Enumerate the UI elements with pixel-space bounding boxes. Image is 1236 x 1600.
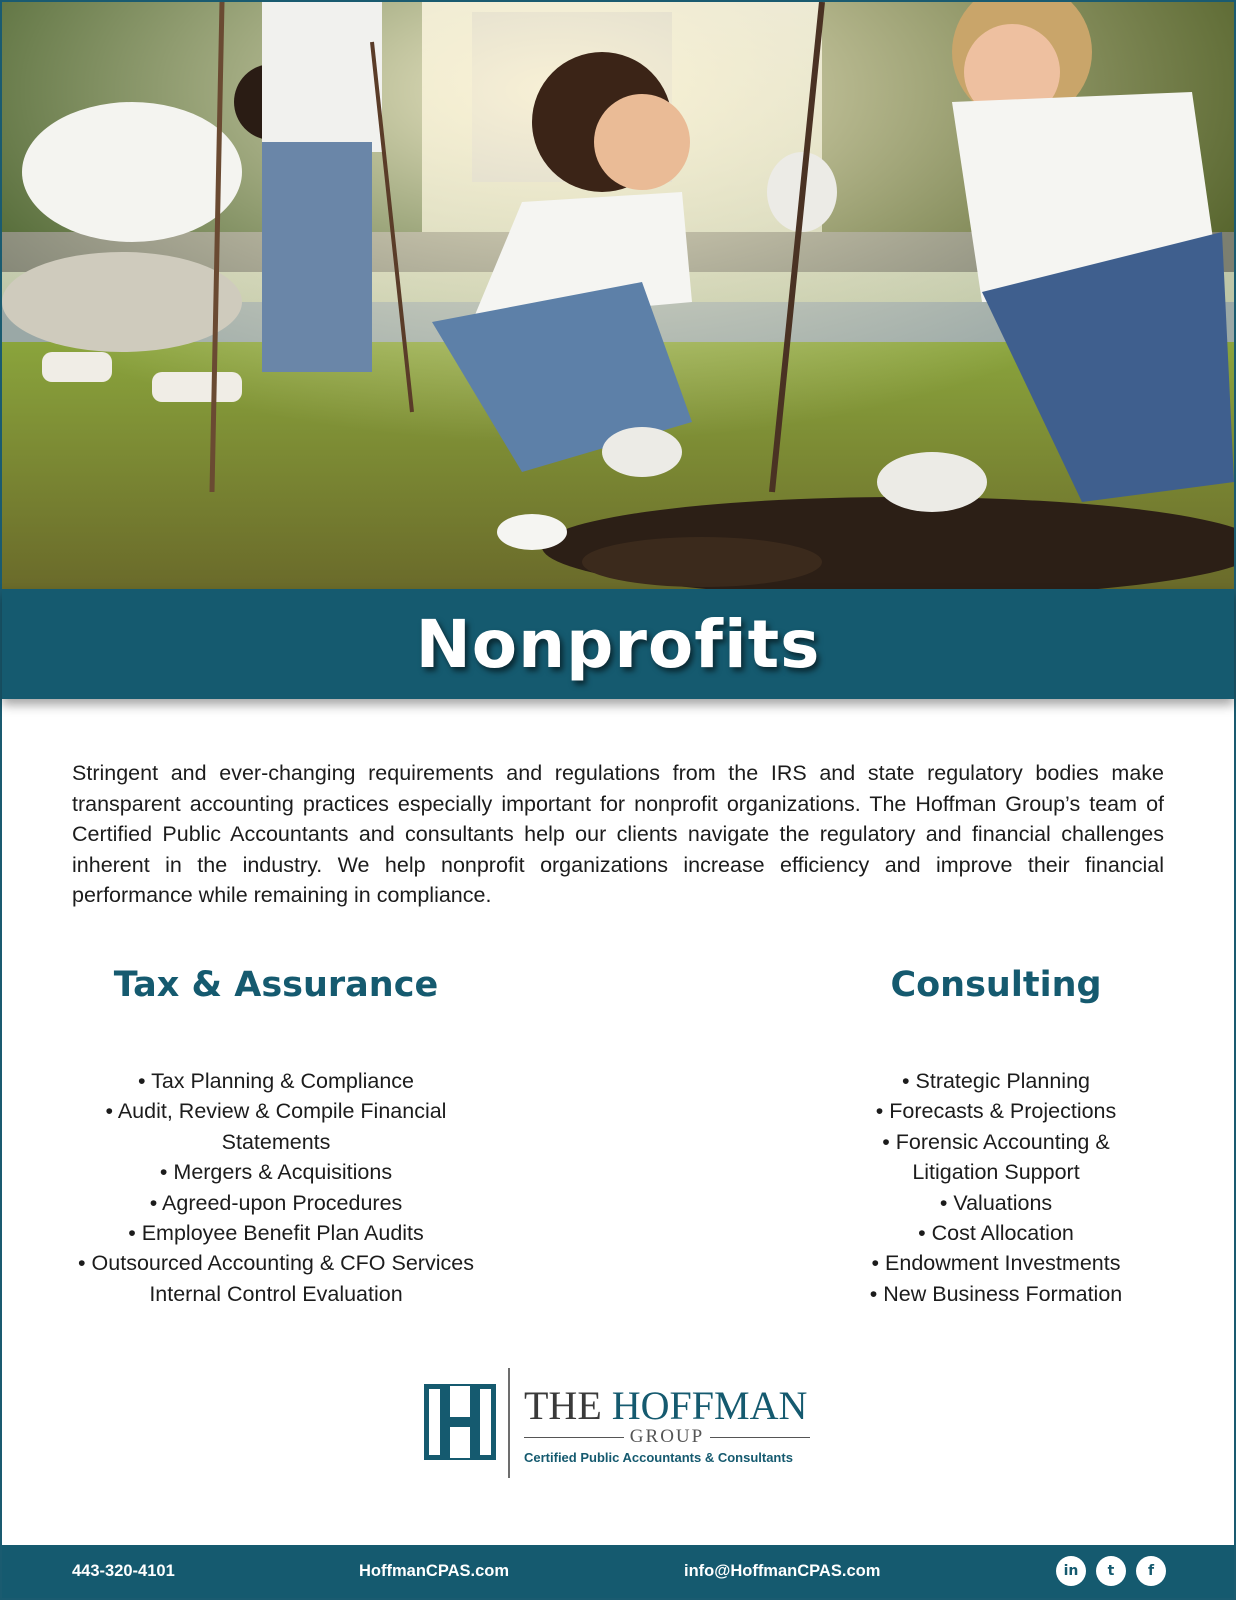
tax-assurance-heading: Tax & Assurance — [113, 965, 439, 1005]
list-item: • Endowment Investments — [871, 1251, 1121, 1276]
title-band — [2, 589, 1234, 699]
list-item: • Valuations — [939, 1190, 1053, 1215]
logo-name — [524, 1382, 807, 1429]
intro-paragraph: Stringent and ever-changing requirements and regulations from the IRS and state regulatory bodies make transparent accounting practices especially important for nonprofit organizations. The Hoffman Group’s team of Certified Public Accountants and consultants help our clients navigate the regulatory and financial challenges inherent in the industry. We help nonprofit organizations increase efficiency and improve their financial performance while remaining in compliance. — [72, 761, 1164, 907]
logo-group-label: GROUP — [629, 1426, 705, 1447]
list-item: • New Business Formation — [869, 1281, 1123, 1306]
hero-image — [2, 2, 1234, 590]
twitter-icon[interactable]: t — [1096, 1556, 1126, 1586]
list-item: • Outsourced Accounting & CFO Services — [78, 1251, 474, 1276]
logo-divider — [508, 1368, 510, 1478]
list-item: • Forensic Accounting & — [882, 1129, 1110, 1154]
logo-name-prefix: THE — [524, 1383, 612, 1428]
list-item: • Strategic Planning — [902, 1069, 1090, 1093]
facebook-icon[interactable]: f — [1136, 1556, 1166, 1586]
list-item: • Cost Allocation — [918, 1221, 1074, 1246]
list-item: Internal Control Evaluation — [149, 1281, 403, 1306]
list-item: • Mergers & Acquisitions — [159, 1160, 393, 1185]
list-item: • Employee Benefit Plan Audits — [128, 1221, 424, 1246]
logo-rule-left — [524, 1437, 624, 1438]
linkedin-icon[interactable]: in — [1056, 1556, 1086, 1586]
logo-rule-right — [710, 1437, 810, 1438]
hoffman-h-icon — [424, 1384, 496, 1460]
footer-website-link[interactable]: HoffmanCPAS.com — [359, 1562, 510, 1580]
logo-name-highlight: HOFFMAN — [611, 1383, 808, 1428]
list-item: • Agreed-upon Procedures — [149, 1190, 403, 1215]
hoffman-group-logo — [424, 1368, 824, 1478]
list-item: Litigation Support — [912, 1160, 1080, 1185]
list-item: Statements — [221, 1129, 331, 1154]
list-item: • Tax Planning & Compliance — [137, 1069, 415, 1093]
tax-assurance-list — [56, 1066, 496, 1309]
page-title: Nonprofits — [415, 605, 821, 683]
list-item: • Forecasts & Projections — [875, 1099, 1117, 1124]
consulting-heading: Consulting — [890, 965, 1102, 1005]
list-item: • Audit, Review & Compile Financial — [105, 1099, 447, 1124]
consulting-list — [836, 1066, 1156, 1309]
logo-tagline: Certified Public Accountants & Consultants — [524, 1450, 793, 1465]
footer-email-link[interactable]: info@HoffmanCPAS.com — [684, 1562, 881, 1580]
footer-bar — [2, 1545, 1234, 1598]
footer-phone[interactable]: 443-320-4101 — [72, 1562, 175, 1580]
logo-group — [524, 1426, 810, 1448]
